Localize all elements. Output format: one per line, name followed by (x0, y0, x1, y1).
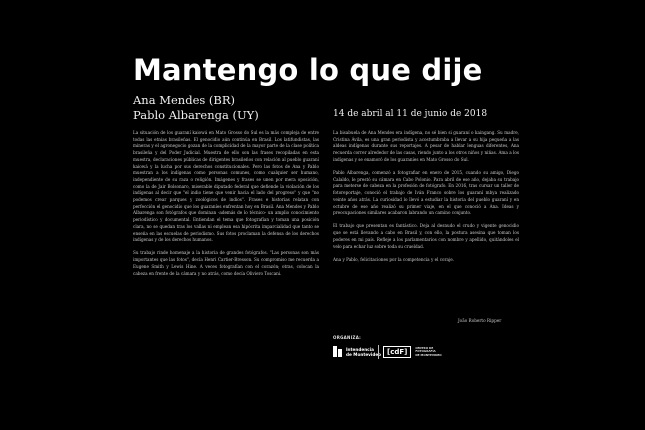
paragraph: Ana y Pablo, felicitaciones por la competencia y el coraje. (333, 256, 455, 262)
cdf-mark: [cdF] (383, 346, 411, 358)
intendencia-mark-icon (333, 346, 342, 357)
exhibition-title: Mantengo lo que dije (133, 53, 483, 87)
exhibition-dates: 14 de abril al 11 de junio de 2018 (333, 109, 488, 119)
author-name: Pablo Albarenga (UY) (133, 107, 259, 122)
paragraph: La situación de los guaraní kaiowá en Mato Grosso do Sul es la más compleja de entre todas las etnias brasileñas. El genocidio aún continúa en Brasil. Los latifundistas, las mineras y el agronegocio gozan de la complicidad de la mayor parte de la clase política brasileña y del Poder Judicial. Muestra de ello son las frases recopiladas en esta muestra, declaraciones públicas de dirigentes brasileños con relación al pueblo guaraní kaiowá y la lucha por sus derechos constitucionales. Pero las fotos de Ana y Pablo muestran a los indígenas como personas comunes, como cualquier ser humano, independiente de su raza o religión. Imágenes y frases se unen por mera oposición, como la de Jair Bolsonaro, miserable diputado federal que defiende la violación de los indígenas al decir que "el indio tiene que venir hacia el lado del progreso" y que "no podemos crear parques y zoológicos de indios". Frases e historias relatan con perfección el genocidio que los guaraníes enfrentan hoy en Brasil. Ana Mendes y Pablo Albarenga son fotógrafos que dominan -además de lo técnico- un amplio conocimiento periodístico y documental. Entiendan el tema que fotografían y toman una posición clara, no se quedan tras los vallas ni emplean esa hipócrita imparcialidad que tanto se enseña en las escuelas de periodismo. Sus fotos proclaman la defensa de los derechos indígenas y de los derechos humanos. (133, 130, 319, 243)
intendencia-logo-text (346, 347, 381, 357)
logo-text-line: FOTOGRAFÍA (415, 349, 436, 354)
paragraph: Pablo Albarenga, comenzó a fotografiar en enero de 2015, cuando su amigo, Diego Calaldo, le prestó su cámara en Cabo Polonio. Para abril de ese año, dejaba su trabajo para meterse de cabeza en la profesión de fotógrafo. En 2016, tras cursar un taller de fotoreportaje, conoció el trabajo de Iván Franco sobre los guaraní mbya realizado veinte años atrás. La curiosidad lo llevó a estudiar la historia del pueblo guaraní y en octubre de ese año realizó su primer viaje, en el que conoció a Ana. Ideas y preocupaciones similares acabaron labrando un camino conjunto. (333, 170, 519, 216)
logo-text-line: DE MONTEVIDEO (415, 352, 442, 357)
authors-block (133, 93, 259, 122)
logo-text-line: CENTRO DE (415, 345, 434, 350)
organiza-label: ORGANIZA: (333, 335, 362, 340)
cdf-logo (383, 346, 442, 358)
right-text-column (333, 130, 519, 270)
intendencia-logo (333, 346, 381, 357)
left-text-column (133, 130, 319, 284)
cdf-logo-text (415, 347, 441, 358)
logo-text-line: Intendencia (346, 346, 374, 352)
signature: João Roberto Ripper (458, 318, 502, 323)
author-name: Ana Mendes (BR) (133, 93, 236, 107)
paragraph: El trabajo que presentan es fantástico. Deja al desnudo el crudo y vigente genocidio que se está llevando a cabo en Brasil y, con ello, la postura asesina que toman los poderes en mi país. Refleje a los parlamentarios con nombre y apellido, quitándoles el velo para echar luz sobre toda su crueldad. (333, 223, 519, 249)
logo-divider (378, 345, 379, 359)
logo-text-line: de Montevideo (346, 351, 382, 357)
paragraph: Su trabajo rinde homenaje a la historia de grandes fotógrafos. "Las personas son más importantes que las fotos", decía Henri Cartier-Bresson. Su compromiso me recuerda a Eugene Smith y Lewis Hine. A veces fotografían con el corazón; otras, colocan la cabeza en frente de la cámara y no atrás, como decía Oliviero Toscani. (133, 250, 319, 276)
paragraph: La bisabuela de Ana Mendes era indígena, no sé bien si guaraní o kaingang. Su madre, Cristina Ávila, es una gran periodista y acostumbraba a llevar a su hija pequeña a las aldeas indígenas durante sus reportajes. A pesar de hablar lenguas diferentes, Ana recuerda correr alrededor de las casas, riendo junto a los otros niños y niñas. Ama a los indígenas y se enamoró de los guaraníes en Mato Grosso do Sul. (333, 130, 519, 162)
